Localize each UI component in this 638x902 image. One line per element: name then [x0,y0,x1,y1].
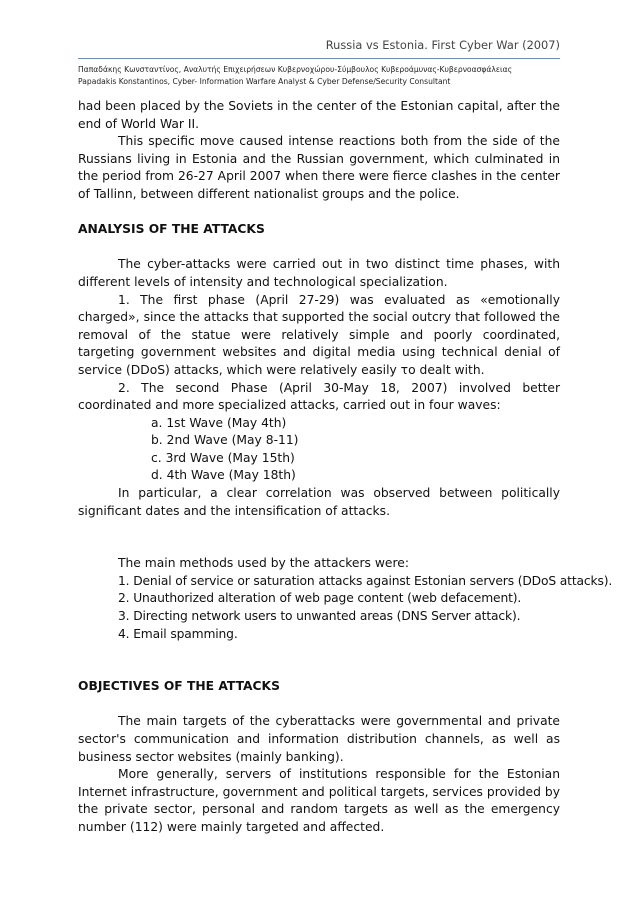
list-item: d. 4th Wave (May 18th) [151,468,296,483]
methods-intro: The main methods used by the attackers were: [118,556,409,571]
section-heading-analysis: ANALYSIS OF THE ATTACKS [78,222,265,237]
paragraph-continuation: had been placed by the Soviets in the center of the Estonian capital, after the end of World War II. [78,99,560,131]
list-item: 2. Unauthorized alteration of web page content (web defacement). [118,591,522,606]
spacer [78,204,560,222]
list-item: 3. Directing network users to unwanted areas (DNS Server attack). [118,609,521,624]
paragraph-reactions: This specific move caused intense reactions both from the side of the Russians living in Estonia and the Russian government, which culminated in the period from 26-27 April 2007 when there were fierce clashes in the center of Tallinn, between different nationalist groups and the police. [78,134,560,201]
list-item: 1. Denial of service or saturation attacks against Estonian servers (DDoS attacks). [118,573,613,588]
methods-list [78,573,613,643]
paragraph-correlation: In particular, a clear correlation was observed between politically significant dates and the intensification of attacks. [78,486,560,518]
list-item: 4. Email spamming. [118,626,238,641]
spacer [78,643,560,678]
running-header-title: Russia vs Estonia. First Cyber War (2007) [325,38,560,52]
paragraph-general-targets: More generally, servers of institutions responsible for the Estonian Internet infrastructure, government and political targets, services provided by the private sector, personal and random targets as well as the emergency number (112) were mainly targeted and affected. [78,767,560,834]
paragraph-main-targets: The main targets of the cyberattacks were governmental and private sector's communication and information distribution channels, as well as business sector websites (mainly banking). [78,714,560,764]
list-item: a. 1st Wave (May 4th) [151,415,287,430]
paragraph-first-phase: 1. The first phase (April 27-29) was evaluated as «emotionally charged», since the attacks that supported the social outcry that followed the removal of the statue were relatively simple and poorly coordinated, targeting government websites and digital media using technical denial of service (DDoS) attacks, which were relatively easily το dealt with. [78,292,560,377]
spacer [78,239,560,257]
spacer [78,520,560,555]
paragraph-second-phase: 2. The second Phase (April 30-May 18, 2007) involved better coordinated and more specialized attacks, carried out in four waves: [78,380,560,413]
list-item: b. 2nd Wave (May 8-11) [151,433,299,448]
header-divider [78,58,560,59]
paragraph-phases-intro: The cyber-attacks were carried out in two distinct time phases, with different levels of intensity and technological specialization. [78,257,560,289]
author-line-greek: Παπαδάκης Κωνσταντίνος, Αναλυτής Επιχειρήσεων Κυβερνοχώρου-Σύμβουλος Κυβεροάμυνας-Κυβερνοασφάλειας [78,65,513,74]
list-item: c. 3rd Wave (May 15th) [151,450,295,465]
spacer [78,696,560,714]
author-line-english: Papadakis Konstantinos, Cyber- Information Warfare Analyst & Cyber Defense/Security Consultant [78,76,451,86]
document-body [78,98,613,837]
author-block [78,64,568,87]
waves-list [78,415,560,485]
section-heading-objectives: OBJECTIVES OF THE ATTACKS [78,679,280,694]
